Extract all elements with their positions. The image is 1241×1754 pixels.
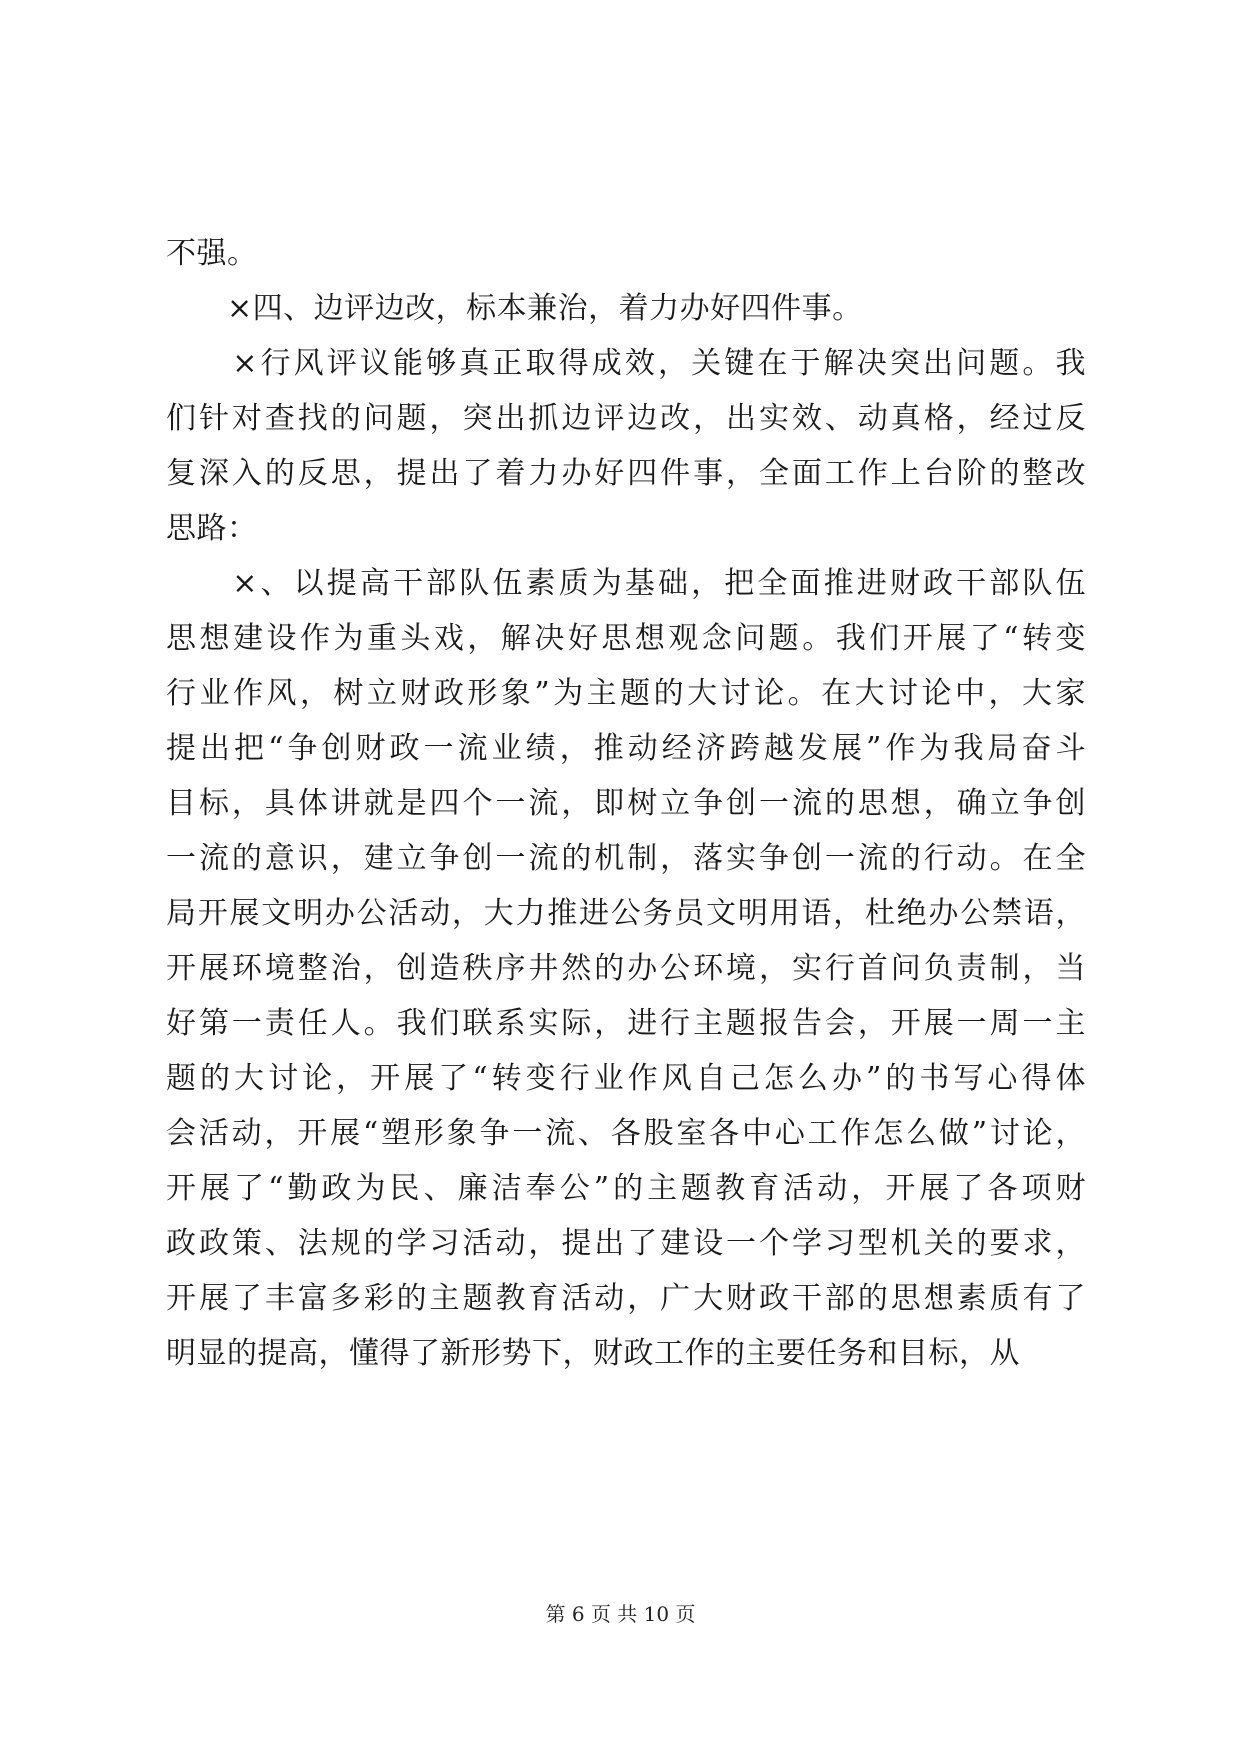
text-line: 会活动，开展“塑形象争一流、各股室各中心工作怎么做”讨论，: [166, 1116, 1086, 1151]
text-line: ×、以提高干部队伍素质为基础，把全面推进财政干部队伍: [166, 566, 1086, 601]
text-line: 开展环境整治，创造秩序井然的办公环境，实行首问负责制，当: [166, 951, 1086, 986]
text-line: 提出把“争创财政一流业绩，推动经济跨越发展”作为我局奋斗: [166, 731, 1086, 766]
text-line: 题的大讨论，开展了“转变行业作风自己怎么办”的书写心得体: [166, 1061, 1086, 1096]
text-line: 好第一责任人。我们联系实际，进行主题报告会，开展一周一主: [166, 1006, 1086, 1041]
text-line: 思想建设作为重头戏，解决好思想观念问题。我们开展了“转变: [166, 621, 1086, 656]
text-line: 一流的意识，建立争创一流的机制，落实争创一流的行动。在全: [166, 841, 1086, 876]
text-line: 局开展文明办公活动，大力推进公务员文明用语，杜绝办公禁语，: [166, 896, 1086, 931]
text-line: 们针对查找的问题，突出抓边评边改，出实效、动真格，经过反: [166, 401, 1086, 436]
text-line: 复深入的反思，提出了着力办好四件事，全面工作上台阶的整改: [166, 456, 1086, 491]
text-line: ×行风评议能够真正取得成效，关键在于解决突出问题。我: [166, 346, 1086, 381]
text-line: 目标，具体讲就是四个一流，即树立争创一流的思想，确立争创: [166, 786, 1086, 821]
text-line: 开展了“勤政为民、廉洁奉公”的主题教育活动，开展了各项财: [166, 1171, 1086, 1206]
text-line: 思路：: [166, 511, 258, 546]
page-footer: [0, 1600, 1241, 1628]
text-line: 不强。: [166, 236, 258, 271]
page-number: 第 6 页 共 10 页: [545, 1602, 696, 1626]
section-heading: ×四、边评边改，标本兼治，着力办好四件事。: [166, 291, 863, 326]
text-line: 明显的提高，懂得了新形势下，财政工作的主要任务和目标，从: [166, 1336, 1020, 1371]
document-body: [166, 226, 1086, 1381]
text-line: 行业作风，树立财政形象”为主题的大讨论。在大讨论中，大家: [166, 676, 1086, 711]
text-line: 政政策、法规的学习活动，提出了建设一个学习型机关的要求，: [166, 1226, 1086, 1261]
text-line: 开展了丰富多彩的主题教育活动，广大财政干部的思想素质有了: [166, 1281, 1086, 1316]
